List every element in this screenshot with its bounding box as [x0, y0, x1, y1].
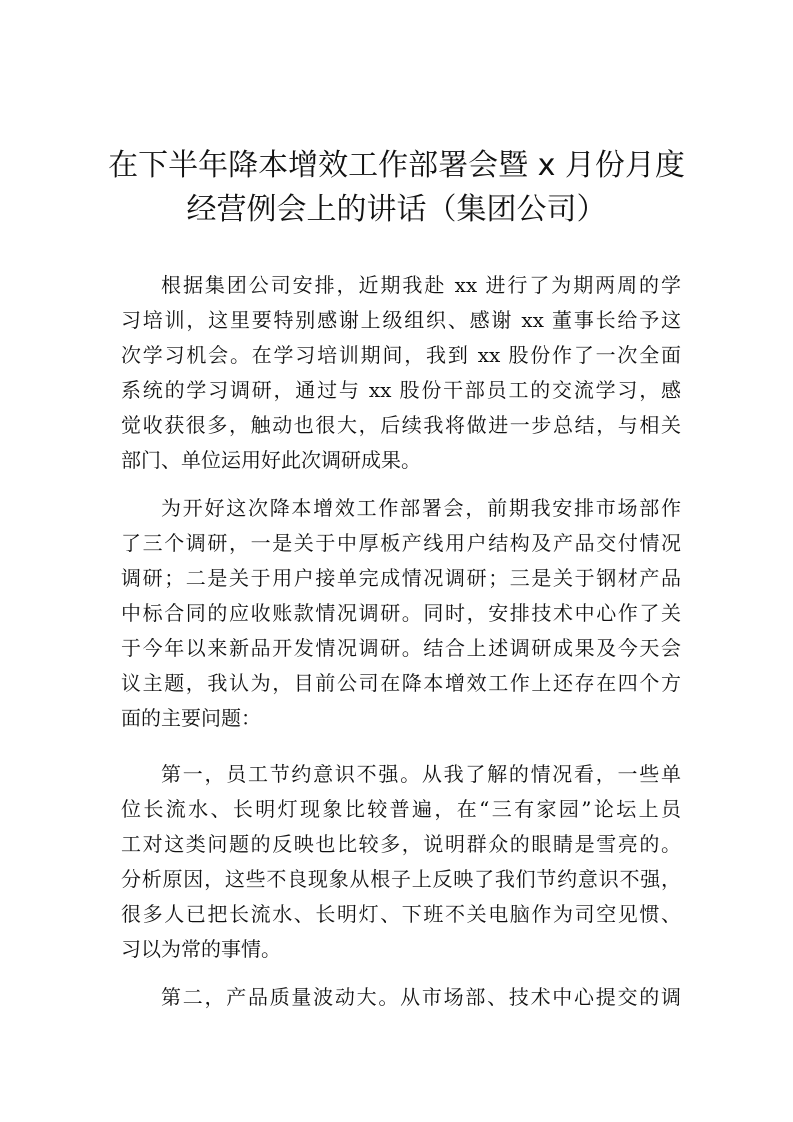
text-line: 了三个调研，一是关于中厚板产线用户结构及产品交付情况: [121, 531, 681, 555]
text-line: 觉收获很多，触动也很大，后续我将做进一步总结，与相关: [121, 413, 681, 437]
text-line: 调研；二是关于用户接单完成情况调研；三是关于钢材产品: [121, 566, 681, 590]
text-line: 于今年以来新品开发情况调研。结合上述调研成果及今天会: [121, 636, 681, 660]
paragraph-1: [121, 268, 681, 478]
text-line: 第二，产品质量波动大。从市场部、技术中心提交的调: [161, 985, 681, 1009]
document-title-line-1: 在下半年降本增效工作部署会暨 x 月份月度: [108, 148, 685, 183]
text-line: 议主题，我认为，目前公司在降本增效工作上还存在四个方: [121, 671, 681, 695]
text-line: 很多人已把长流水、长明灯、下班不关电脑作为司空见惯、: [121, 902, 681, 926]
text-line: 为开好这次降本增效工作部署会，前期我安排市场部作: [161, 496, 681, 520]
text-line: 次学习机会。在学习培训期间，我到 xx 股份作了一次全面: [121, 343, 681, 367]
text-line: 部门、单位运用好此次调研成果。: [121, 448, 421, 472]
paragraph-3: [121, 757, 681, 967]
text-line: 分析原因，这些不良现象从根子上反映了我们节约意识不强，: [121, 867, 681, 891]
text-line: 系统的学习调研，通过与 xx 股份干部员工的交流学习，感: [121, 378, 681, 402]
document-title-line-2: 经营例会上的讲话（集团公司）: [186, 192, 607, 227]
text-line: 位长流水、长明灯现象比较普遍，在“三有家园”论坛上员: [121, 797, 681, 821]
text-line: 习培训，这里要特别感谢上级组织、感谢 xx 董事长给予这: [121, 308, 681, 332]
text-line: 根据集团公司安排，近期我赴 xx 进行了为期两周的学: [161, 273, 681, 297]
text-line: 工对这类问题的反映也比较多，说明群众的眼睛是雪亮的。: [121, 832, 681, 856]
paragraph-2: [121, 491, 681, 736]
text-line: 面的主要问题：: [121, 706, 261, 730]
text-line: 习以为常的事情。: [121, 937, 281, 961]
paragraph-4: [121, 980, 681, 1015]
text-line: 中标合同的应收账款情况调研。同时，安排技术中心作了关: [121, 601, 681, 625]
text-line: 第一，员工节约意识不强。从我了解的情况看，一些单: [161, 762, 681, 786]
